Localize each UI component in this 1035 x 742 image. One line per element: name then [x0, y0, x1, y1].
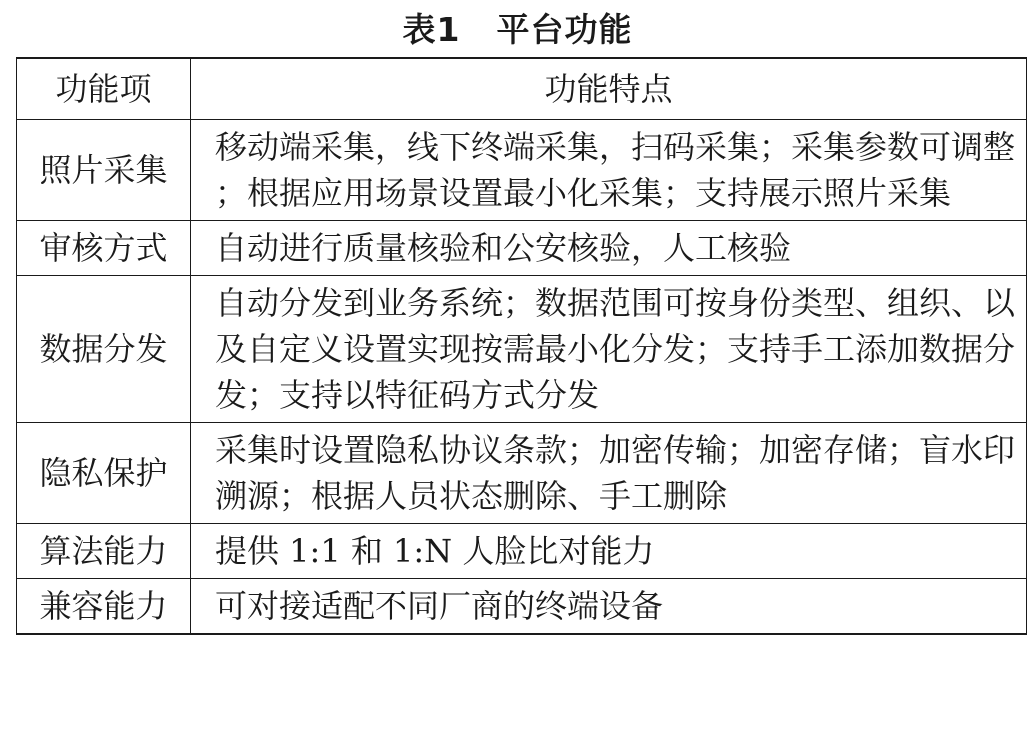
function-item-cell: 审核方式	[17, 221, 191, 276]
table-caption	[0, 4, 1035, 50]
function-item-cell: 兼容能力	[17, 579, 191, 635]
header-function-features: 功能特点	[191, 58, 1027, 120]
table-row	[17, 120, 1027, 221]
function-item-cell: 隐私保护	[17, 423, 191, 524]
table-row	[17, 276, 1027, 423]
function-feature-cell: 提供 1:1 和 1:N 人脸比对能力	[191, 524, 1027, 579]
function-feature-cell: 移动端采集，线下终端采集，扫码采集；采集参数可调整；根据应用场景设置最小化采集；支持展示照片采集	[191, 120, 1027, 221]
function-item-cell: 照片采集	[17, 120, 191, 221]
table-row	[17, 423, 1027, 524]
function-item-cell: 数据分发	[17, 276, 191, 423]
header-function-item: 功能项	[17, 58, 191, 120]
function-feature-cell: 自动分发到业务系统；数据范围可按身份类型、组织、以及自定义设置实现按需最小化分发；支持手工添加数据分发；支持以特征码方式分发	[191, 276, 1027, 423]
platform-function-table	[16, 57, 1027, 635]
function-feature-cell: 采集时设置隐私协议条款；加密传输；加密存储；盲水印溯源；根据人员状态删除、手工删除	[191, 423, 1027, 524]
table-row	[17, 524, 1027, 579]
function-feature-cell: 可对接适配不同厂商的终端设备	[191, 579, 1027, 635]
table-row	[17, 579, 1027, 635]
table-header-row	[17, 58, 1027, 120]
table-title: 平台功能	[496, 9, 633, 49]
table-row	[17, 221, 1027, 276]
function-feature-cell: 自动进行质量核验和公安核验，人工核验	[191, 221, 1027, 276]
table-number: 表1	[402, 9, 461, 49]
function-item-cell: 算法能力	[17, 524, 191, 579]
